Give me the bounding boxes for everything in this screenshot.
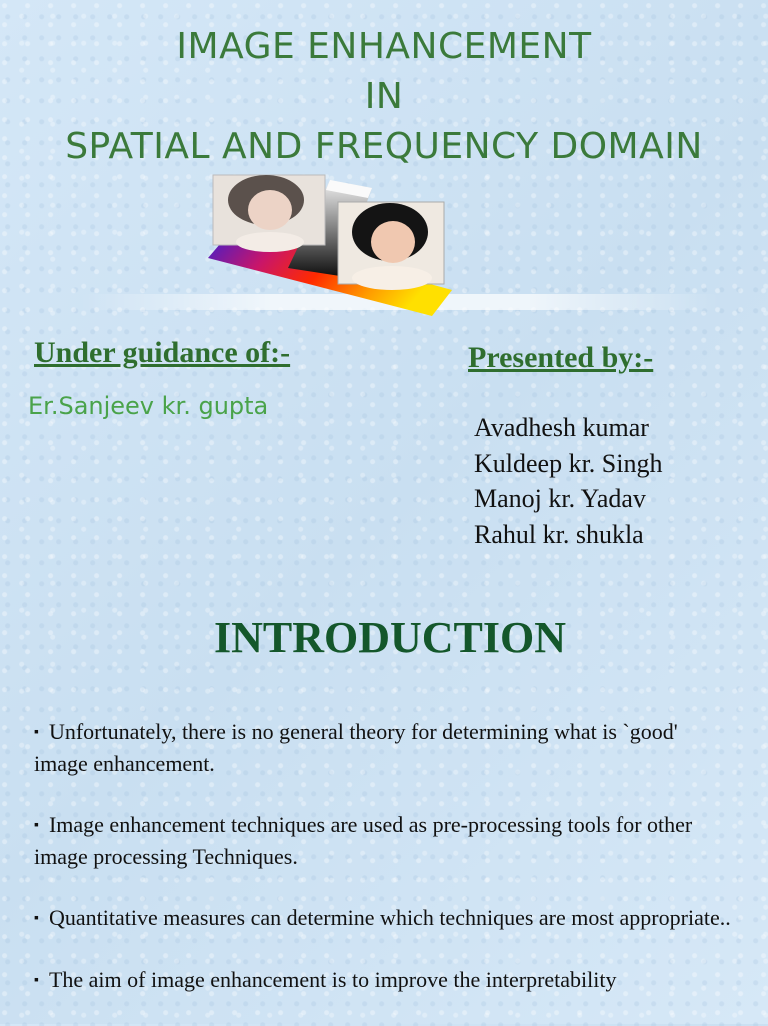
presenter-list <box>474 410 663 552</box>
introduction-heading: INTRODUCTION <box>213 613 567 662</box>
enhanced-photo <box>338 202 444 290</box>
bullet-marker: ▪ <box>34 818 39 833</box>
presented-heading: Presented by:- <box>468 341 654 374</box>
enhancement-illustration <box>0 170 768 330</box>
presenter-name: Kuldeep kr. Singh <box>474 448 663 478</box>
presenter-name: Manoj kr. Yadav <box>474 484 646 513</box>
bullet-text: The aim of image enhancement is to improve the interpretability <box>48 967 617 992</box>
presenter-name: Rahul kr. shukla <box>474 519 644 549</box>
bullet-item <box>34 716 734 779</box>
guidance-heading: Under guidance of:- <box>34 336 291 369</box>
intro-bullet-list <box>34 716 734 1026</box>
bullet-marker: ▪ <box>34 911 39 926</box>
original-photo <box>213 175 325 252</box>
bullet-marker: ▪ <box>34 973 39 988</box>
title-line-1: IMAGE ENHANCEMENT <box>176 26 592 67</box>
bullet-item <box>34 809 734 872</box>
bullet-item <box>34 964 734 996</box>
bullet-text: Quantitative measures can determine which techniques are most appropriate.. <box>48 905 731 930</box>
bullet-text: Unfortunately, there is no general theory for determining what is `good' image enhancement. <box>34 719 678 776</box>
bullet-marker: ▪ <box>34 725 39 740</box>
bullet-item <box>34 902 734 934</box>
guide-name: Er.Sanjeev kr. gupta <box>28 392 269 420</box>
title-line-2: IN <box>364 76 404 117</box>
title-line-3: SPATIAL AND FREQUENCY DOMAIN <box>65 126 703 167</box>
bullet-text: Image enhancement techniques are used as pre-processing tools for other image processing Techniques. <box>34 812 693 869</box>
presenter-name: Avadhesh kumar <box>474 413 649 442</box>
